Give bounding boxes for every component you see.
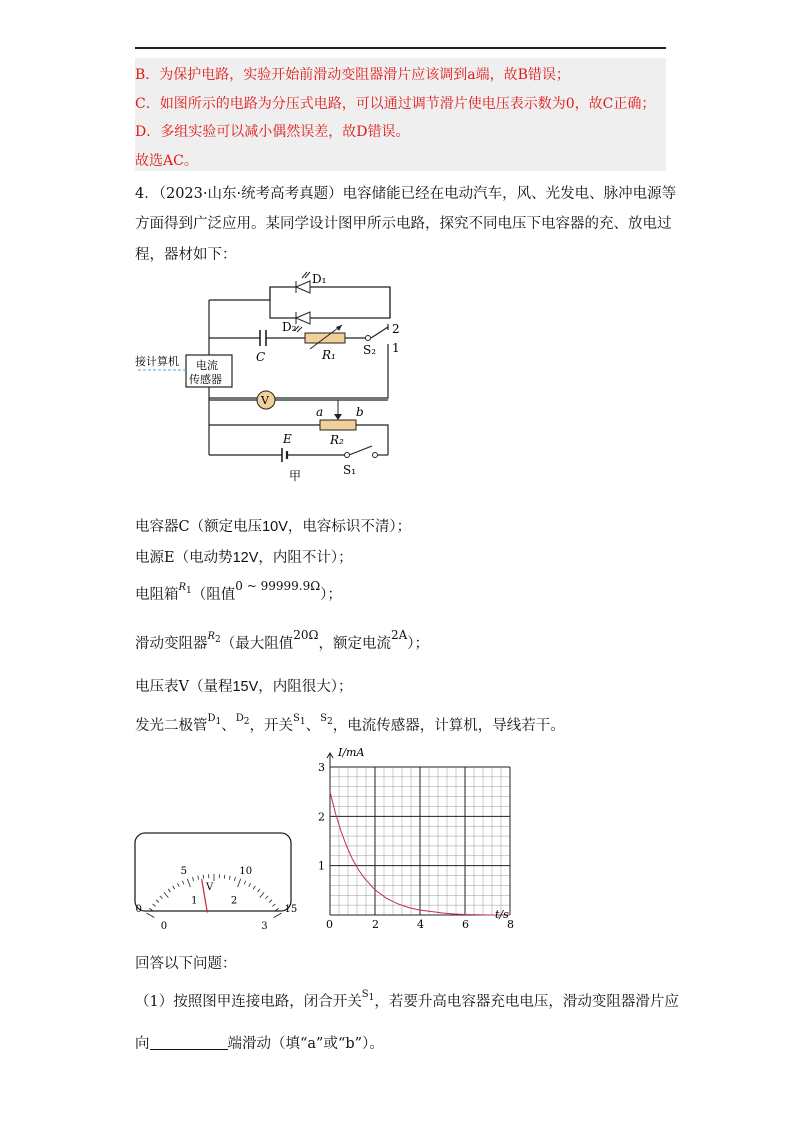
equip-led — [135, 714, 565, 735]
meter-upper-label: 15 — [284, 904, 298, 915]
answer-explanation-block — [135, 58, 666, 171]
answer-choice: 故选AC。 — [135, 153, 198, 169]
resistor-box-r1 — [305, 325, 345, 349]
circuit-diagram — [130, 265, 420, 490]
answer-line-c: C．如图所示的电路为分压式电路，可以通过调节滑片使电压表示数为0，故C正确； — [135, 96, 656, 112]
equip-rheo-mid2: ，额定电流 — [318, 636, 391, 652]
meter-lower-label: 2 — [230, 895, 238, 907]
equip-box-mid: （阻值 — [191, 587, 236, 603]
equip-box-sym: R — [178, 582, 187, 593]
equip-rheo-sym: R — [207, 631, 216, 642]
equip-source-pre: 电源E（电动势 — [135, 550, 233, 566]
equip-led-s1: S — [293, 713, 300, 724]
equip-rheo-symsub: 2 — [215, 635, 221, 645]
equip-volt-post: ，内阻很大）； — [258, 679, 353, 695]
label-pos2: 2 — [392, 322, 400, 336]
equip-led-d1sub: 1 — [215, 717, 222, 727]
label-sensor-1: 电流 — [196, 359, 218, 372]
label-e: E — [283, 432, 292, 446]
y-tick-label: 3 — [318, 761, 325, 774]
equip-source-val: 12V — [232, 550, 259, 566]
x-tick-label: 4 — [417, 918, 424, 931]
led-d1-icon — [296, 272, 310, 293]
meter-tick — [146, 913, 154, 918]
equip-led-mid: ，开关 — [249, 718, 294, 734]
equip-volt-val: 15V — [232, 679, 259, 695]
meter-unit-label: V — [206, 882, 214, 893]
equip-box-pre: 电阻箱 — [135, 587, 179, 603]
voltmeter-face — [134, 832, 298, 932]
equip-box-post: ）； — [320, 587, 342, 603]
label-d2: D₂ — [282, 320, 297, 334]
label-pos1: 1 — [392, 341, 400, 355]
meter-tick — [203, 875, 204, 879]
equip-rheo-pre: 滑动变阻器 — [135, 636, 208, 652]
q1-post: ，若要升高电容器充电电压，滑动变阻器滑片应 — [374, 994, 679, 1010]
q1-sym: S — [361, 989, 369, 1000]
equip-resistor-box — [135, 579, 342, 604]
y-axis-label: I/mA — [338, 746, 365, 759]
label-s1: S₁ — [343, 463, 357, 477]
label-r1: R₁ — [322, 348, 336, 362]
y-tick-label: 2 — [318, 810, 325, 824]
label-d1: D₁ — [312, 272, 327, 286]
label-s2: S₂ — [363, 343, 377, 357]
meter-lower-label: 3 — [261, 921, 268, 932]
equip-led-s2: S — [320, 713, 327, 724]
label-a: a — [316, 405, 324, 419]
equip-voltmeter — [135, 675, 353, 696]
slide-rheostat-r2 — [320, 400, 356, 430]
label-sensor-2: 传感器 — [189, 373, 222, 386]
answer-line-b: B．为保护电路，实验开始前滑动变阻器滑片应该调到a端，故B错误； — [135, 67, 570, 83]
equip-box-val: 0 ~ 99999.9Ω — [235, 579, 321, 593]
equip-led-d1: D — [207, 713, 216, 724]
equip-capacitor-post: ，电容标识不清）； — [287, 519, 412, 535]
x-tick-label: 6 — [462, 918, 469, 931]
answer-prompt: 回答以下问题： — [135, 956, 237, 972]
equip-led-sep: 、 — [221, 718, 236, 734]
equip-rheostat — [135, 628, 430, 653]
answer-line-d: D．多组实验可以减小偶然误差，故D错误。 — [135, 124, 410, 140]
voltmeter-label: V — [261, 394, 269, 407]
equip-led-post: ，电流传感器，计算机，导线若干。 — [332, 718, 565, 734]
meter-lower-label: 1 — [191, 895, 198, 907]
q1-line2-post: 端滑动（填“a”或“b”）。 — [227, 1036, 384, 1052]
label-r2: R₂ — [330, 433, 344, 447]
label-c: C — [256, 350, 266, 364]
meter-tick — [224, 875, 225, 879]
meter-tick — [274, 913, 282, 918]
question-1-line-1 — [135, 990, 679, 1011]
x-tick-label-0: 0 — [326, 918, 333, 931]
equip-led-pre: 发光二极管 — [135, 718, 208, 734]
equip-rheo-post: ）； — [407, 636, 430, 652]
meter-lower-label: 0 — [160, 921, 168, 932]
equip-capacitor-val: 10V — [262, 519, 288, 535]
page-top-rule — [135, 47, 666, 49]
meter-upper-label: 0 — [135, 904, 142, 915]
equip-volt-pre: 电压表V（量程 — [135, 679, 233, 695]
question-line-1: 4．（2023·山东·统考高考真题）电容储能已经在电动汽车，风、光发电、脉冲电源等 — [135, 186, 677, 202]
q1-pre: （1）按照图甲连接电路，闭合开关 — [135, 994, 362, 1010]
equip-led-sep2: 、 — [305, 718, 321, 734]
x-tick-label: 2 — [372, 918, 379, 931]
current-time-chart — [310, 745, 520, 933]
equip-capacitor — [135, 515, 411, 536]
x-tick-label: 8 — [507, 918, 514, 931]
question-line-3: 程，器材如下： — [135, 247, 237, 263]
equip-led-d2sub: 2 — [243, 717, 250, 727]
equip-box-symsub: 1 — [186, 586, 192, 596]
q1-symsub: 1 — [368, 993, 375, 1003]
answer-blank[interactable] — [150, 1035, 228, 1050]
equip-rheo-val2: 2A — [390, 628, 408, 642]
meter-upper-label: 5 — [180, 866, 187, 878]
equip-source — [135, 546, 353, 567]
equip-capacitor-pre: 电容器C（额定电压 — [135, 519, 263, 535]
label-computer: 接计算机 — [135, 355, 179, 368]
equip-rheo-val1: 20Ω — [293, 628, 319, 642]
equip-led-s2sub: 2 — [326, 717, 333, 727]
meter-upper-label: 10 — [239, 866, 253, 878]
label-b: b — [356, 405, 364, 419]
diagram-caption: 甲 — [289, 469, 302, 483]
equip-source-post: ，内阻不计）； — [258, 550, 353, 566]
question-1-line-2 — [135, 1032, 384, 1053]
x-axis-label: t/s — [495, 908, 509, 921]
y-axis-arrow — [327, 753, 333, 767]
equip-rheo-mid: （最大阻值 — [220, 636, 294, 652]
y-tick-label: 1 — [318, 859, 325, 873]
equip-led-d2: D — [235, 713, 244, 724]
equip-led-s1sub: 1 — [299, 717, 306, 727]
q1-line2-pre: 向 — [135, 1036, 150, 1052]
question-line-2: 方面得到广泛应用。某同学设计图甲所示电路，探究不同电压下电容器的充、放电过 — [135, 216, 672, 232]
